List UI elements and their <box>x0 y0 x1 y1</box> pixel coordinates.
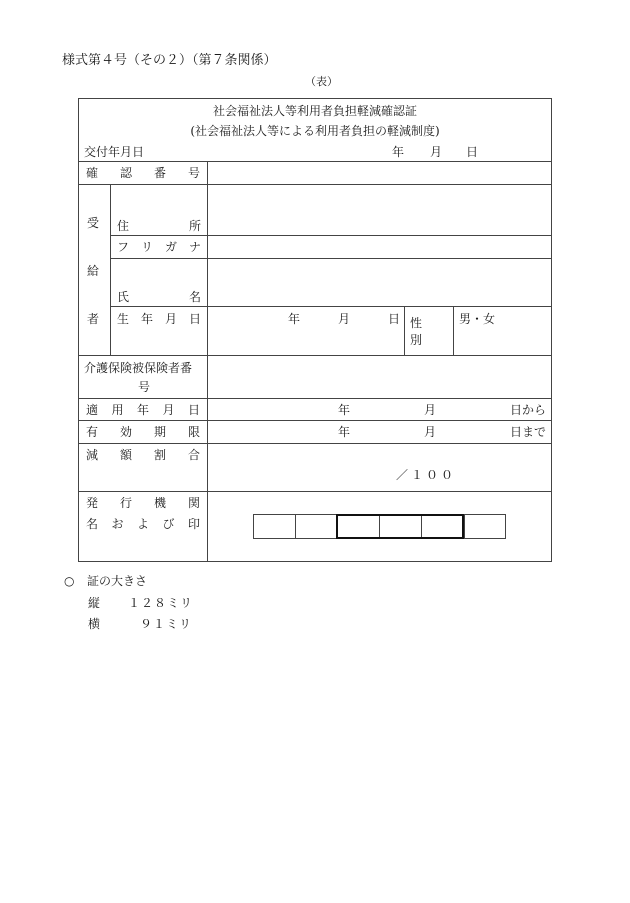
address-label: 住 所 <box>117 219 201 233</box>
furigana-label: フ リ ガ ナ <box>117 240 201 254</box>
sex-label-1: 性 <box>410 316 423 330</box>
valid-until-label: 有 効 期 限 <box>86 425 200 439</box>
sex-value: 男・女 <box>459 312 496 326</box>
valid-until-month: 月 <box>424 425 437 439</box>
birth-month-unit: 月 <box>338 312 351 326</box>
code-box <box>464 514 506 539</box>
reduction-value: ／１００ <box>396 468 457 482</box>
name-label: 氏 名 <box>117 290 201 304</box>
valid-from-year: 年 <box>338 403 351 417</box>
issuer-label-1: 発 行 機 関 <box>86 496 200 510</box>
code-box <box>253 514 296 539</box>
valid-from-month: 月 <box>424 403 437 417</box>
birth-year-unit: 年 <box>288 312 301 326</box>
recipient-label-3: 者 <box>87 312 100 326</box>
side-label: （表） <box>305 75 338 88</box>
code-box <box>295 514 338 539</box>
issuer-label-2: 名 お よ び 印 <box>86 517 200 531</box>
form-number: 様式第４号（その２）（第７条関係） <box>62 53 277 68</box>
recipient-label-1: 受 <box>87 216 100 230</box>
width-label: 横 <box>88 617 101 631</box>
issue-date-day: 日 <box>466 145 479 159</box>
valid-from-label: 適 用 年 月 日 <box>86 403 200 417</box>
birth-day-unit: 日 <box>388 312 401 326</box>
certificate-title: 社会福祉法人等利用者負担軽減確認証 <box>212 104 417 118</box>
height-label: 縦 <box>88 596 101 610</box>
certificate-subtitle: (社会福祉法人等による利用者負担の軽減制度) <box>190 124 440 138</box>
insured-number-label-2: 号 <box>138 380 151 394</box>
insured-number-label-1: 介護保険被保険者番 <box>84 361 193 375</box>
birth-date-label: 生 年 月 日 <box>117 312 201 326</box>
valid-until-day: 日まで <box>510 425 547 439</box>
valid-until-year: 年 <box>338 425 351 439</box>
reduction-label: 減 額 割 合 <box>86 448 200 462</box>
issue-date-month: 月 <box>430 145 443 159</box>
valid-from-day: 日から <box>510 403 547 417</box>
issue-date-label: 交付年月日 <box>84 145 145 159</box>
code-box-highlighted <box>336 514 464 539</box>
sex-label-2: 別 <box>410 333 423 347</box>
confirmation-number-label: 確 認 番 号 <box>86 166 200 180</box>
width-value: ９１ミリ <box>140 617 193 631</box>
height-value: １２８ミリ <box>128 596 194 610</box>
notes-bullet: ○ <box>64 574 75 588</box>
issue-date-year: 年 <box>392 145 405 159</box>
size-title: 証の大きさ <box>87 574 148 588</box>
recipient-label-2: 給 <box>87 264 100 278</box>
